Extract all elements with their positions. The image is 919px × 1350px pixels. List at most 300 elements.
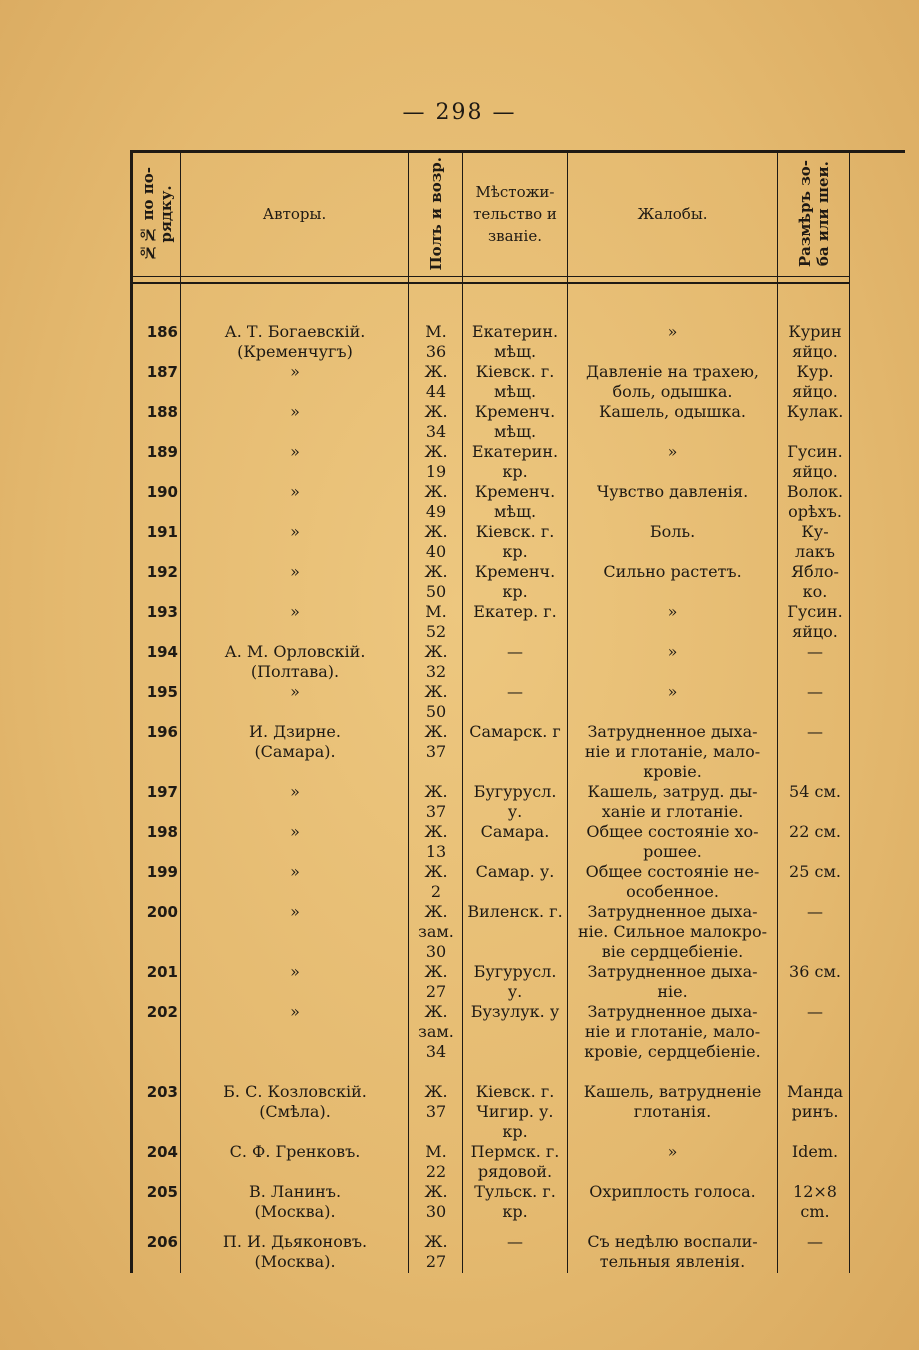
- complaints-cell-line: рошее.: [643, 842, 702, 861]
- residence-cell-line: кр.: [502, 542, 528, 561]
- sex-age-cell-line: 36: [425, 342, 447, 361]
- author-cell-line: »: [290, 562, 300, 581]
- complaints-cell: [570, 722, 775, 782]
- author-cell-line: (Самара).: [254, 742, 336, 761]
- author-cell-line: А. М. Орловскій.: [224, 642, 366, 661]
- residence-cell-line: Бугурусл.: [473, 782, 557, 801]
- size-cell-line: Ку-: [801, 522, 829, 541]
- size-cell-line: ринъ.: [791, 1102, 839, 1121]
- size-cell-line: —: [807, 722, 823, 741]
- author-cell-line: »: [290, 962, 300, 981]
- row-number: 203: [146, 1083, 178, 1101]
- residence-cell: [465, 862, 565, 882]
- row-number: 193: [146, 603, 178, 621]
- header-size: Размѣръ зо- ба или шеи.: [795, 160, 832, 268]
- sex-age-cell-line: Ж.: [424, 442, 448, 461]
- author-cell-line: (Москва).: [254, 1202, 336, 1221]
- complaints-cell-line: Затрудненное дыха-: [587, 1002, 758, 1021]
- complaints-cell: [570, 1142, 775, 1162]
- author-cell: [184, 482, 406, 502]
- complaints-cell-line: особенное.: [626, 882, 719, 901]
- complaints-cell: [570, 602, 775, 622]
- sex-age-cell: [411, 322, 461, 362]
- author-cell-line: С. Ф. Гренковъ.: [229, 1142, 361, 1161]
- patients-table: [130, 150, 905, 1310]
- row-number: 202: [146, 1003, 178, 1021]
- author-cell: [184, 722, 406, 762]
- complaints-cell-line: Боль.: [649, 522, 696, 541]
- author-cell: [184, 822, 406, 842]
- residence-cell: [465, 522, 565, 562]
- author-cell-line: (Полтава).: [250, 662, 340, 681]
- residence-cell: [465, 902, 565, 922]
- column-divider: [180, 153, 181, 1273]
- sex-age-cell-line: Ж.: [424, 362, 448, 381]
- sex-age-cell: [411, 722, 461, 762]
- author-cell-line: »: [290, 862, 300, 881]
- complaints-cell: [570, 1002, 775, 1062]
- size-cell: [780, 682, 850, 702]
- residence-cell: [465, 822, 565, 842]
- sex-age-cell: [411, 1002, 461, 1062]
- complaints-cell: [570, 442, 775, 462]
- row-number: 194: [146, 643, 178, 661]
- size-cell-line: Волок.: [786, 482, 844, 501]
- sex-age-cell-line: 30: [425, 942, 447, 961]
- sex-age-cell-line: 37: [425, 1102, 447, 1121]
- complaints-cell: [570, 1082, 775, 1122]
- row-number: 186: [146, 323, 178, 341]
- size-cell-line: 12×8: [793, 1182, 837, 1201]
- sex-age-cell-line: Ж.: [424, 862, 448, 881]
- size-cell: [780, 1082, 850, 1122]
- residence-cell-line: мѣщ.: [493, 342, 537, 361]
- residence-cell-line: кр.: [502, 1202, 528, 1221]
- author-cell: [184, 962, 406, 982]
- author-cell-line: И. Дзирне.: [249, 722, 341, 741]
- residence-cell-line: Бугурусл.: [473, 962, 557, 981]
- sex-age-cell-line: 44: [425, 382, 447, 401]
- size-cell: [780, 822, 850, 842]
- complaints-cell: [570, 822, 775, 862]
- size-cell: [780, 722, 850, 742]
- column-divider: [462, 153, 463, 1273]
- author-cell: [184, 642, 406, 682]
- size-cell-line: ко.: [802, 582, 828, 601]
- author-cell: [184, 682, 406, 702]
- sex-age-cell-line: Ж.: [424, 1082, 448, 1101]
- sex-age-cell: [411, 562, 461, 602]
- residence-cell: [465, 602, 565, 622]
- size-cell-line: яйцо.: [792, 462, 838, 481]
- residence-cell: [465, 782, 565, 822]
- sex-age-cell: [411, 1082, 461, 1122]
- size-cell: [780, 782, 850, 802]
- complaints-cell-line: »: [667, 602, 678, 621]
- author-cell: [184, 1142, 406, 1162]
- residence-cell-line: Кременч.: [474, 482, 556, 501]
- complaints-cell-line: ніе и глотаніе, мало-: [584, 742, 761, 761]
- residence-cell: [465, 362, 565, 402]
- sex-age-cell-line: Ж.: [424, 722, 448, 741]
- residence-cell: [465, 1232, 565, 1252]
- row-number: 204: [146, 1143, 178, 1161]
- size-cell-line: Кур.: [796, 362, 834, 381]
- complaints-cell-line: Кашель, затруд. ды-: [587, 782, 758, 801]
- sex-age-cell: [411, 482, 461, 522]
- residence-cell-line: —: [507, 642, 523, 661]
- residence-cell-line: Самар. у.: [475, 862, 555, 881]
- complaints-cell: [570, 1232, 775, 1272]
- header-double-rule: [130, 282, 850, 284]
- header-bottom-rule: [130, 276, 850, 277]
- sex-age-cell-line: Ж.: [424, 482, 448, 501]
- sex-age-cell-line: 37: [425, 802, 447, 821]
- residence-cell-line: мѣщ.: [493, 422, 537, 441]
- residence-cell-line: Кіевск. г.: [475, 362, 555, 381]
- author-cell-line: »: [290, 682, 300, 701]
- complaints-cell-line: »: [667, 442, 678, 461]
- size-cell-line: —: [807, 902, 823, 921]
- size-cell: [780, 522, 850, 562]
- row-number: 190: [146, 483, 178, 501]
- size-cell: [780, 862, 850, 882]
- complaints-cell-line: Общее состояніе не-: [585, 862, 760, 881]
- row-number: 192: [146, 563, 178, 581]
- row-number: 197: [146, 783, 178, 801]
- author-cell-line: »: [290, 482, 300, 501]
- size-cell-line: —: [807, 682, 823, 701]
- row-number: 198: [146, 823, 178, 841]
- complaints-cell-line: Кашель, одышка.: [598, 402, 747, 421]
- size-cell-line: Idem.: [791, 1142, 839, 1161]
- residence-cell-line: кр.: [502, 1122, 528, 1141]
- residence-cell-line: Кіевск. г.: [475, 1082, 555, 1101]
- author-cell-line: В. Ланинъ.: [248, 1182, 342, 1201]
- sex-age-cell-line: Ж.: [424, 522, 448, 541]
- residence-cell: [465, 682, 565, 702]
- sex-age-cell-line: 50: [425, 702, 447, 721]
- author-cell: [184, 782, 406, 802]
- size-cell: [780, 362, 850, 402]
- residence-cell-line: у.: [507, 802, 523, 821]
- residence-cell-line: Екатерин.: [471, 322, 559, 341]
- sex-age-cell: [411, 1182, 461, 1222]
- sex-age-cell-line: Ж.: [424, 642, 448, 661]
- size-cell-line: —: [807, 1002, 823, 1021]
- complaints-cell: [570, 782, 775, 822]
- sex-age-cell-line: 27: [425, 1252, 447, 1271]
- complaints-cell-line: »: [667, 642, 678, 661]
- residence-cell: [465, 1182, 565, 1222]
- complaints-cell: [570, 642, 775, 662]
- author-cell: [184, 1182, 406, 1222]
- size-cell: [780, 322, 850, 362]
- author-cell-line: А. Т. Богаевскій.: [224, 322, 366, 341]
- sex-age-cell: [411, 682, 461, 722]
- size-cell-line: яйцо.: [792, 382, 838, 401]
- complaints-cell: [570, 482, 775, 502]
- residence-cell-line: Чигир. у.: [476, 1102, 554, 1121]
- sex-age-cell-line: 52: [425, 622, 447, 641]
- author-cell: [184, 602, 406, 622]
- residence-cell-line: кр.: [502, 582, 528, 601]
- author-cell: [184, 1082, 406, 1122]
- header-residence: Мѣстожи- тельство и званіе.: [473, 183, 557, 245]
- residence-cell: [465, 482, 565, 522]
- row-number: 195: [146, 683, 178, 701]
- residence-cell-line: Кіевск. г.: [475, 522, 555, 541]
- residence-cell-line: Екатер. г.: [473, 602, 557, 621]
- complaints-cell: [570, 862, 775, 902]
- complaints-cell: [570, 522, 775, 542]
- residence-cell-line: Кременч.: [474, 402, 556, 421]
- author-cell-line: »: [290, 402, 300, 421]
- author-cell-line: П. И. Дьяконовъ.: [222, 1232, 368, 1251]
- complaints-cell-line: »: [667, 682, 678, 701]
- author-cell: [184, 902, 406, 922]
- sex-age-cell: [411, 442, 461, 482]
- residence-cell: [465, 642, 565, 662]
- sex-age-cell: [411, 1142, 461, 1182]
- size-cell-line: 54 см.: [789, 782, 841, 801]
- sex-age-cell-line: 22: [425, 1162, 447, 1181]
- row-number: 188: [146, 403, 178, 421]
- size-cell: [780, 602, 850, 642]
- sex-age-cell-line: Ж.: [424, 782, 448, 801]
- sex-age-cell-line: 13: [425, 842, 447, 861]
- sex-age-cell-line: 37: [425, 742, 447, 761]
- residence-cell-line: мѣщ.: [493, 502, 537, 521]
- complaints-cell: [570, 402, 775, 422]
- residence-cell-line: кр.: [502, 462, 528, 481]
- size-cell-line: —: [807, 1232, 823, 1251]
- page-number: — 298 —: [402, 100, 517, 125]
- residence-cell-line: Виленск. г.: [467, 902, 563, 921]
- author-cell: [184, 562, 406, 582]
- size-cell-line: cm.: [800, 1202, 830, 1221]
- row-number: 206: [146, 1233, 178, 1251]
- complaints-cell-line: »: [667, 322, 678, 341]
- complaints-cell-line: Охриплость голоса.: [589, 1182, 756, 1201]
- complaints-cell-line: тельныя явленія.: [599, 1252, 746, 1271]
- sex-age-cell: [411, 602, 461, 642]
- size-cell-line: 22 см.: [789, 822, 841, 841]
- residence-cell-line: Пермск. г.: [470, 1142, 560, 1161]
- size-cell-line: 36 см.: [789, 962, 841, 981]
- row-number: 205: [146, 1183, 178, 1201]
- sex-age-cell: [411, 402, 461, 442]
- complaints-cell: [570, 962, 775, 1002]
- residence-cell-line: —: [507, 1232, 523, 1251]
- size-cell-line: Гусин.: [787, 442, 843, 461]
- author-cell-line: (Москва).: [254, 1252, 336, 1271]
- table-left-border: [130, 153, 133, 1273]
- sex-age-cell: [411, 822, 461, 862]
- header-number: №№ по по- рядку.: [139, 166, 175, 262]
- complaints-cell-line: кровіе.: [643, 762, 702, 781]
- sex-age-cell-line: 40: [425, 542, 447, 561]
- residence-cell: [465, 562, 565, 602]
- size-cell-line: —: [807, 642, 823, 661]
- residence-cell: [465, 442, 565, 482]
- complaints-cell-line: Кашель, ватрудненіе: [583, 1082, 762, 1101]
- header-authors: Авторы.: [262, 205, 327, 223]
- table-top-rule: [130, 150, 905, 153]
- residence-cell: [465, 322, 565, 362]
- residence-cell-line: Тульск. г.: [474, 1182, 556, 1201]
- complaints-cell-line: кровіе, сердцебіеніе.: [584, 1042, 761, 1061]
- residence-cell-line: —: [507, 682, 523, 701]
- residence-cell-line: мѣщ.: [493, 382, 537, 401]
- author-cell: [184, 442, 406, 462]
- sex-age-cell-line: зам.: [418, 922, 454, 941]
- residence-cell-line: Кременч.: [474, 562, 556, 581]
- sex-age-cell: [411, 362, 461, 402]
- sex-age-cell-line: Ж.: [424, 962, 448, 981]
- author-cell: [184, 862, 406, 882]
- sex-age-cell-line: 2: [430, 882, 442, 901]
- author-cell-line: (Смѣла).: [259, 1102, 331, 1121]
- size-cell: [780, 962, 850, 982]
- sex-age-cell-line: Ж.: [424, 1182, 448, 1201]
- author-cell-line: »: [290, 442, 300, 461]
- sex-age-cell-line: 50: [425, 582, 447, 601]
- author-cell: [184, 522, 406, 542]
- size-cell: [780, 1142, 850, 1162]
- sex-age-cell-line: 30: [425, 1202, 447, 1221]
- complaints-cell-line: боль, одышка.: [612, 382, 733, 401]
- complaints-cell: [570, 682, 775, 702]
- size-cell-line: яйцо.: [792, 342, 838, 361]
- author-cell: [184, 362, 406, 382]
- row-number: 199: [146, 863, 178, 881]
- complaints-cell-line: ніе. Сильное малокро-: [577, 922, 768, 941]
- sex-age-cell-line: Ж.: [424, 822, 448, 841]
- author-cell-line: »: [290, 602, 300, 621]
- author-cell: [184, 1002, 406, 1022]
- author-cell-line: »: [290, 1002, 300, 1021]
- column-divider: [567, 153, 568, 1273]
- sex-age-cell-line: зам.: [418, 1022, 454, 1041]
- complaints-cell-line: Общее состояніе хо-: [586, 822, 759, 841]
- size-cell: [780, 1182, 850, 1222]
- sex-age-cell: [411, 962, 461, 1002]
- author-cell: [184, 1232, 406, 1272]
- residence-cell-line: Самарск. г: [469, 722, 561, 741]
- residence-cell-line: у.: [507, 982, 523, 1001]
- residence-cell: [465, 1002, 565, 1022]
- complaints-cell-line: ніе и глотаніе, мало-: [584, 1022, 761, 1041]
- sex-age-cell: [411, 1232, 461, 1272]
- complaints-cell-line: Затрудненное дыха-: [587, 722, 758, 741]
- complaints-cell-line: Сильно растетъ.: [603, 562, 742, 581]
- complaints-cell-line: »: [667, 1142, 678, 1161]
- size-cell-line: яйцо.: [792, 622, 838, 641]
- author-cell-line: Б. С. Козловскій.: [223, 1082, 367, 1101]
- column-divider: [777, 153, 778, 1273]
- sex-age-cell-line: Ж.: [424, 682, 448, 701]
- header-sex-age: Полъ и возр.: [426, 157, 445, 271]
- complaints-cell-line: ніе.: [657, 982, 688, 1001]
- size-cell-line: Ябло-: [791, 562, 839, 581]
- residence-cell: [465, 402, 565, 442]
- size-cell-line: Манда: [787, 1082, 843, 1101]
- size-cell: [780, 482, 850, 522]
- row-number: 189: [146, 443, 178, 461]
- size-cell: [780, 402, 850, 422]
- complaints-cell-line: глотанія.: [633, 1102, 712, 1121]
- residence-cell-line: рядовой.: [477, 1162, 553, 1181]
- sex-age-cell-line: 27: [425, 982, 447, 1001]
- author-cell-line: (Кременчугъ): [237, 342, 353, 361]
- sex-age-cell-line: Ж.: [424, 902, 448, 921]
- sex-age-cell-line: 19: [425, 462, 447, 481]
- sex-age-cell-line: 34: [425, 1042, 447, 1061]
- sex-age-cell-line: М.: [425, 602, 447, 621]
- sex-age-cell: [411, 782, 461, 822]
- complaints-cell-line: Затрудненное дыха-: [587, 962, 758, 981]
- size-cell-line: Кулак.: [786, 402, 844, 421]
- author-cell-line: »: [290, 522, 300, 541]
- author-cell: [184, 402, 406, 422]
- author-cell-line: »: [290, 822, 300, 841]
- sex-age-cell-line: Ж.: [424, 1002, 448, 1021]
- author-cell-line: »: [290, 902, 300, 921]
- size-cell: [780, 1232, 850, 1252]
- size-cell: [780, 442, 850, 482]
- sex-age-cell-line: 49: [425, 502, 447, 521]
- row-number: 196: [146, 723, 178, 741]
- sex-age-cell-line: 34: [425, 422, 447, 441]
- residence-cell-line: Бузулук. у: [470, 1002, 560, 1021]
- complaints-cell-line: Чувство давленія.: [596, 482, 749, 501]
- row-number: 187: [146, 363, 178, 381]
- author-cell: [184, 322, 406, 362]
- column-divider: [408, 153, 409, 1273]
- complaints-cell-line: Затрудненное дыха-: [587, 902, 758, 921]
- row-number: 200: [146, 903, 178, 921]
- sex-age-cell-line: Ж.: [424, 1232, 448, 1251]
- header-complaints: Жалобы.: [637, 205, 708, 223]
- size-cell-line: 25 см.: [789, 862, 841, 881]
- complaints-cell: [570, 322, 775, 342]
- sex-age-cell-line: М.: [425, 322, 447, 341]
- complaints-cell-line: ханіе и глотаніе.: [601, 802, 744, 821]
- complaints-cell-line: Съ недѣлю воспали-: [587, 1232, 758, 1251]
- sex-age-cell: [411, 902, 461, 962]
- sex-age-cell-line: Ж.: [424, 402, 448, 421]
- size-cell: [780, 562, 850, 602]
- sex-age-cell: [411, 642, 461, 682]
- size-cell-line: лакъ: [795, 542, 835, 561]
- complaints-cell: [570, 562, 775, 582]
- sex-age-cell: [411, 522, 461, 562]
- residence-cell: [465, 1142, 565, 1182]
- complaints-cell: [570, 1182, 775, 1202]
- row-number: 191: [146, 523, 178, 541]
- size-cell: [780, 1002, 850, 1022]
- sex-age-cell-line: М.: [425, 1142, 447, 1161]
- author-cell-line: »: [290, 362, 300, 381]
- sex-age-cell-line: Ж.: [424, 562, 448, 581]
- row-number: 201: [146, 963, 178, 981]
- residence-cell: [465, 722, 565, 742]
- complaints-cell-line: Давленіе на трахею,: [586, 362, 759, 381]
- sex-age-cell-line: 32: [425, 662, 447, 681]
- complaints-cell: [570, 362, 775, 402]
- complaints-cell-line: віе сердцебіеніе.: [601, 942, 744, 961]
